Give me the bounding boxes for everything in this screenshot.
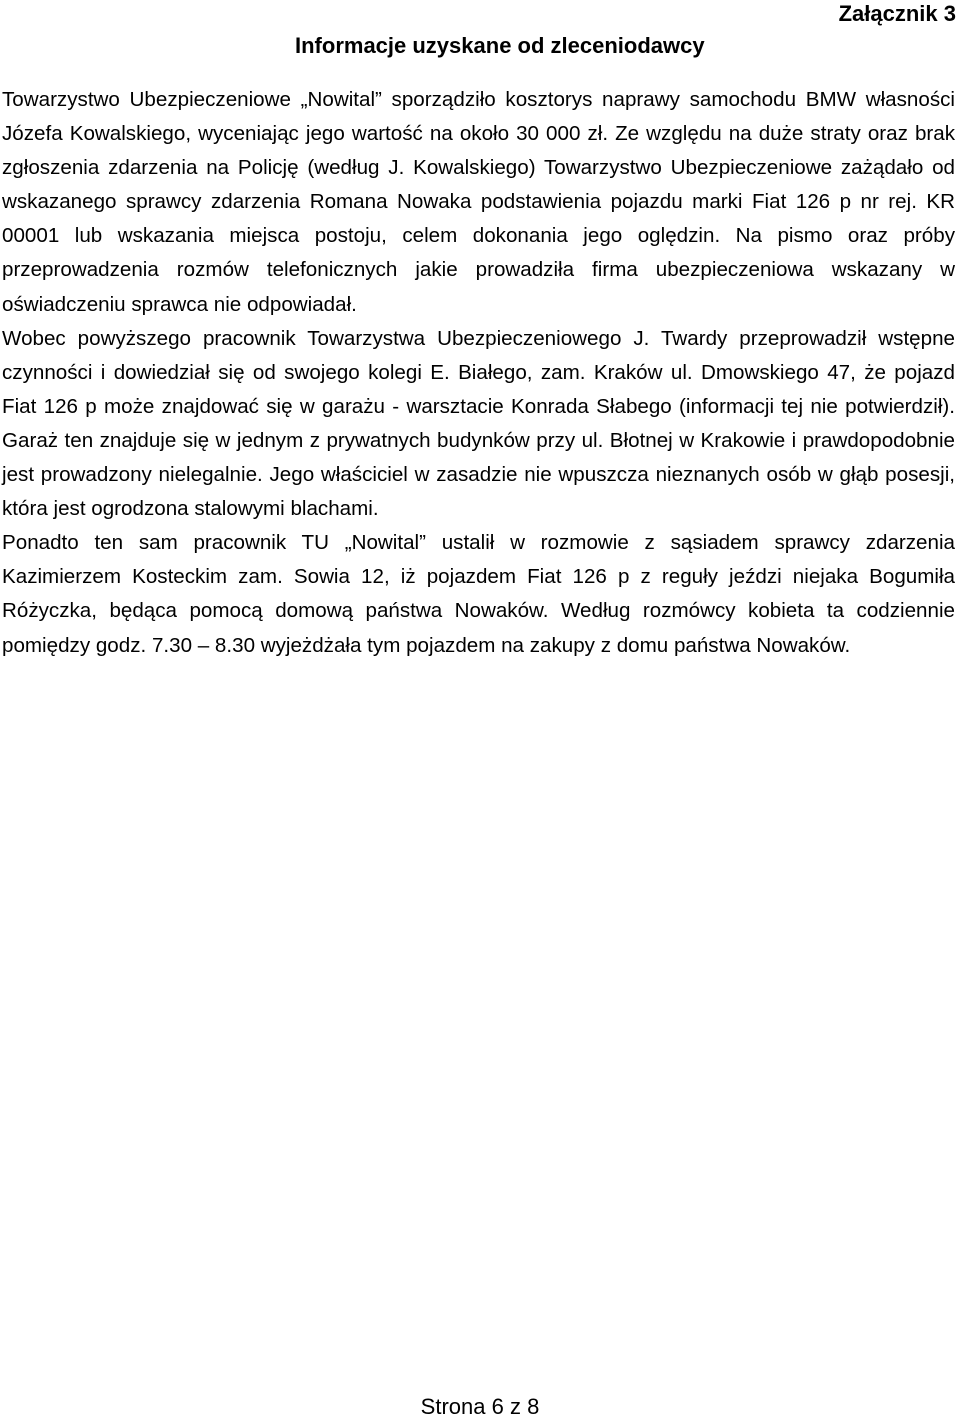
attachment-label: Załącznik 3	[838, 1, 956, 26]
paragraph-investigation: Wobec powyższego pracownik Towarzystwa Ubezpieczeniowego J. Twardy przeprowadził wstępne czynności i dowiedział się od swojego kolegi E. Białego, zam. Kraków ul. Dmowskiego 47, że pojazd Fiat 126 p może znajdować się w garażu - warsztacie Konrada Słabego (informacji tej nie potwierdził). Garaż ten znajduje się w jednym z prywatnych budynków przy ul. Błotnej w Krakowie i prawdopodobnie jest prowadzony nielegalnie. Jego właściciel w zasadzie nie wpuszcza nieznanych osób w głąb posesji, która jest ogrodzona stalowymi blachami.	[2, 326, 955, 521]
document-title: Informacje uzyskane od zleceniodawcy	[295, 33, 705, 58]
page-number: Strona 6 z 8	[420, 1394, 540, 1419]
paragraph-neighbor-interview: Ponadto ten sam pracownik TU „Nowital” ustalił w rozmowie z sąsiadem sprawcy zdarzenia Kazimierzem Kosteckim zam. Sowia 12, iż pojazdem Fiat 126 p z reguły jeździ niejaka Bogumiła Różyczka, będąca pomocą domową państwa Nowaków. Według rozmówcy kobieta ta codziennie pomiędzy godz. 7.30 – 8.30 wyjeżdżała tym pojazdem na zakupy z domu państwa Nowaków.	[2, 531, 955, 657]
document-body	[2, 83, 955, 663]
paragraph-insurer-claim: Towarzystwo Ubezpieczeniowe „Nowital” sporządziło kosztorys naprawy samochodu BMW własności Józefa Kowalskiego, wyceniając jego wartość na około 30 000 zł. Ze względu na duże straty oraz brak zgłoszenia zdarzenia na Policję (według J. Kowalskiego) Towarzystwo Ubezpieczeniowe zażądało od wskazanego sprawcy zdarzenia Romana Nowaka podstawienia pojazdu marki Fiat 126 p nr rej. KR 00001 lub wskazania miejsca postoju, celem dokonania jego oględzin. Na pismo oraz próby przeprowadzenia rozmów telefonicznych jakie prowadziła firma ubezpieczeniowa wskazany w oświadczeniu sprawca nie odpowiadał.	[2, 88, 955, 316]
